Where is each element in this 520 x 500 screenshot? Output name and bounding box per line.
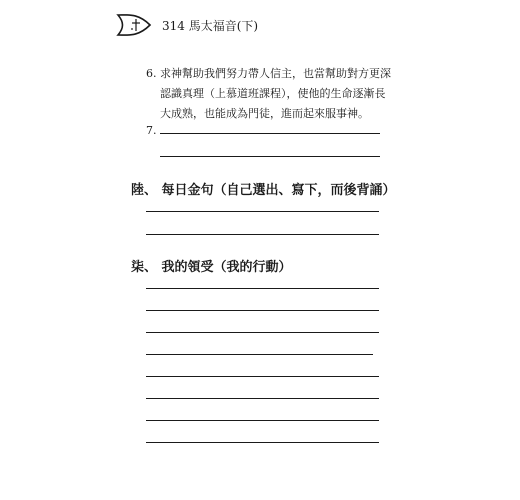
answer-line[interactable]: [160, 133, 380, 134]
answer-line[interactable]: [146, 420, 379, 421]
section-title-my-reflection: 柒、 我的領受（我的行動）: [131, 260, 292, 275]
answer-line[interactable]: [146, 310, 379, 311]
answer-line[interactable]: [146, 211, 379, 212]
page-header: [116, 10, 376, 40]
answer-line[interactable]: [146, 354, 373, 355]
answer-line[interactable]: [146, 442, 379, 443]
section-title-daily-verse: 陸、 每日金句（自己選出、寫下，而後背誦）: [131, 183, 396, 198]
question-number: 6.: [146, 67, 157, 80]
question-number: 7.: [146, 124, 157, 137]
answer-line[interactable]: [146, 376, 379, 377]
ichthys-fish-cross-icon: [116, 12, 158, 38]
answer-line[interactable]: [146, 332, 379, 333]
answer-line[interactable]: [146, 288, 379, 289]
answer-line[interactable]: [146, 234, 379, 235]
answer-line[interactable]: [160, 156, 380, 157]
question-6: [146, 64, 396, 124]
page-header-text: 314 馬太福音(下): [162, 19, 259, 33]
question-text: 求神幫助我們努力帶人信主，也當幫助對方更深認識真理（上慕道班課程），使他的生命逐漸長大成熟，也能成為門徒，進而起來服事神。: [160, 67, 391, 120]
answer-line[interactable]: [146, 398, 379, 399]
